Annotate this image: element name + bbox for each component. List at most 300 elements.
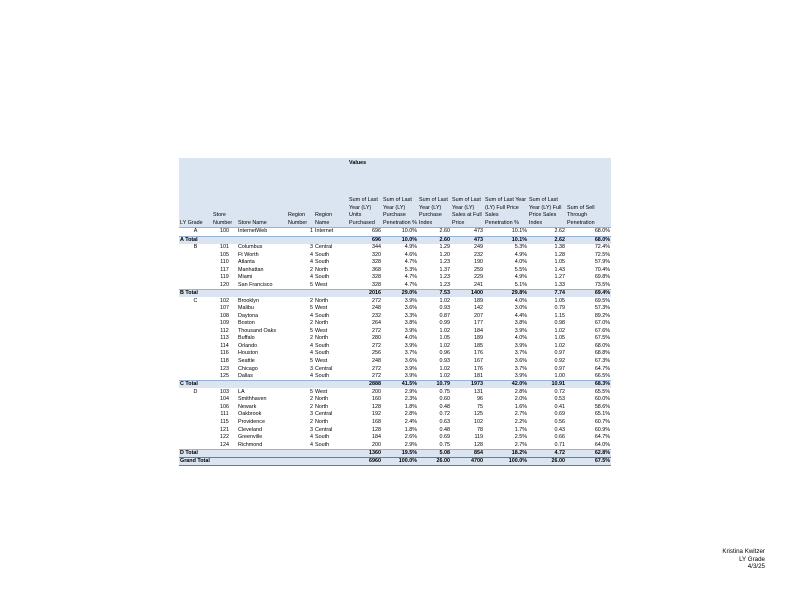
purchase-index-cell: 0.60 xyxy=(439,396,451,403)
store-name-cell: InternetWeb xyxy=(238,228,268,235)
sell-through-cell: 68.0% xyxy=(594,342,611,349)
full-price-penetration-cell: 4.0% xyxy=(514,297,528,304)
subtotal-purchase-index: 5.08 xyxy=(418,449,451,457)
units-purchased-cell: 272 xyxy=(372,327,382,334)
store-number-cell: 106 xyxy=(220,403,229,410)
sales-full-price-cell: 125 xyxy=(474,411,484,418)
table-row xyxy=(179,426,611,434)
sales-full-price-cell: 96 xyxy=(477,396,484,403)
store-number-cell: 117 xyxy=(220,266,229,273)
units-purchased-cell: 248 xyxy=(372,305,382,312)
store-number-cell: 118 xyxy=(220,357,229,364)
store-name-cell: Boston xyxy=(238,320,255,327)
purchase-index-cell: 0.93 xyxy=(439,357,451,364)
store-number-cell: 110 xyxy=(220,259,229,266)
table-row xyxy=(179,350,611,358)
subtotal-full-price-penetration: 18.2% xyxy=(484,449,528,457)
purchase-penetration-cell: 3.9% xyxy=(404,365,418,372)
purchase-penetration-cell: 4.6% xyxy=(404,251,418,258)
grade-cell[interactable]: A xyxy=(193,228,198,235)
sales-full-price-cell: 190 xyxy=(474,259,484,266)
region-name-cell: North xyxy=(315,266,329,273)
units-purchased-cell: 272 xyxy=(372,342,382,349)
purchase-penetration-cell: 2.9% xyxy=(404,441,418,448)
region-name-cell: West xyxy=(315,388,328,395)
full-price-penetration-cell: 4.9% xyxy=(514,251,528,258)
region-number-cell: 2 xyxy=(310,266,313,273)
sales-full-price-cell: 128 xyxy=(474,441,484,448)
sales-full-price-cell: 229 xyxy=(474,274,484,281)
store-name-cell: Chicago xyxy=(238,365,258,372)
full-price-index-cell: 1.28 xyxy=(554,251,566,258)
purchase-penetration-cell: 4.9% xyxy=(404,244,418,251)
purchase-index-cell: 0.87 xyxy=(439,312,451,319)
sell-through-cell: 68.8% xyxy=(594,350,611,357)
purchase-penetration-cell: 3.8% xyxy=(404,320,418,327)
region-number-cell: 3 xyxy=(310,426,313,433)
subtotal-row xyxy=(179,236,611,244)
full-price-penetration-cell: 4.0% xyxy=(514,335,528,342)
store-name-cell: Dallas xyxy=(238,373,253,380)
grade-cell-empty xyxy=(179,305,212,313)
sales-full-price-cell: 473 xyxy=(474,228,484,235)
col-header-units-purchased: Sum of Last Year (LY) Units Purchased xyxy=(348,167,382,228)
col-header-store-name[interactable]: Store Name xyxy=(237,167,287,228)
units-purchased-cell: 272 xyxy=(372,297,382,304)
full-price-penetration-cell: 3.9% xyxy=(514,342,528,349)
col-header-purchase-penetration: Sum of Last Year (LY) Purchase Penetration % xyxy=(382,167,418,228)
table-row xyxy=(179,281,611,289)
purchase-penetration-cell: 3.6% xyxy=(404,357,418,364)
grade-cell-empty xyxy=(179,350,212,358)
full-price-penetration-cell: 1.6% xyxy=(514,403,528,410)
full-price-penetration-cell: 3.7% xyxy=(514,350,528,357)
region-number-cell: 4 xyxy=(310,373,313,380)
region-number-cell: 3 xyxy=(310,365,313,372)
col-header-purchase-index: Sum of Last Year (LY) Purchase Index xyxy=(418,167,451,228)
store-number-cell: 124 xyxy=(220,441,229,448)
units-purchased-cell: 272 xyxy=(372,373,382,380)
grade-cell-empty xyxy=(179,274,212,282)
sell-through-cell: 72.4% xyxy=(594,244,611,251)
units-purchased-cell: 280 xyxy=(372,335,382,342)
store-name-cell: Greenville xyxy=(238,434,263,441)
col-header-ly-grade[interactable]: LY Grade xyxy=(179,167,212,228)
purchase-index-cell: 1.02 xyxy=(439,373,451,380)
store-name-cell: Brooklyn xyxy=(238,297,259,304)
sales-full-price-cell: 75 xyxy=(477,403,484,410)
purchase-penetration-cell: 4.7% xyxy=(404,281,418,288)
region-name-cell: South xyxy=(315,441,330,448)
region-number-cell: 4 xyxy=(310,350,313,357)
full-price-penetration-cell: 4.0% xyxy=(514,259,528,266)
sales-full-price-cell: 189 xyxy=(474,297,484,304)
purchase-index-cell: 0.72 xyxy=(439,411,451,418)
region-name-cell: South xyxy=(315,342,330,349)
purchase-penetration-cell: 3.9% xyxy=(404,373,418,380)
region-number-cell: 2 xyxy=(310,335,313,342)
subtotal-row xyxy=(179,381,611,389)
sell-through-cell: 57.3% xyxy=(594,305,611,312)
store-number-cell: 120 xyxy=(220,281,229,288)
subtotal-sales-full-price: 854 xyxy=(451,449,484,457)
sell-through-cell: 68.0% xyxy=(594,228,611,235)
store-name-cell: LA xyxy=(238,388,245,395)
store-name-cell: Malibu xyxy=(238,305,254,312)
sell-through-cell: 58.6% xyxy=(594,403,611,410)
grade-cell-empty xyxy=(179,320,212,328)
grade-cell-empty xyxy=(179,266,212,274)
sell-through-cell: 57.9% xyxy=(594,259,611,266)
store-number-cell: 100 xyxy=(220,228,229,235)
table-row xyxy=(179,266,611,274)
subtotal-label[interactable]: B Total xyxy=(179,290,348,298)
full-price-index-cell: 1.15 xyxy=(554,312,566,319)
purchase-index-cell: 1.02 xyxy=(439,342,451,349)
subtotal-sell-through: 62.8% xyxy=(566,449,611,457)
store-number-cell: 122 xyxy=(220,434,229,441)
grade-cell-empty xyxy=(179,327,212,335)
grade-cell-empty xyxy=(179,426,212,434)
full-price-index-cell: 1.27 xyxy=(554,274,566,281)
store-number-cell: 111 xyxy=(220,411,229,418)
region-name-cell: West xyxy=(315,327,328,334)
store-number-cell: 108 xyxy=(220,312,229,319)
region-number-cell: 2 xyxy=(310,396,313,403)
region-name-cell: West xyxy=(315,281,328,288)
table-row xyxy=(179,343,611,351)
table-row xyxy=(179,441,611,449)
full-price-index-cell: 1.43 xyxy=(554,266,566,273)
store-name-cell: Atlanta xyxy=(238,259,255,266)
table-row xyxy=(179,244,611,252)
full-price-index-cell: 0.53 xyxy=(554,396,566,403)
table-row xyxy=(179,259,611,267)
store-name-cell: Ft Worth xyxy=(238,251,259,258)
grand-total-purchase-penetration: 100.0% xyxy=(382,458,418,466)
subtotal-label[interactable]: C Total xyxy=(179,381,348,389)
grade-cell-empty xyxy=(179,365,212,373)
purchase-penetration-cell: 2.8% xyxy=(404,411,418,418)
subtotal-purchase-penetration: 10.0% xyxy=(382,236,418,244)
units-purchased-cell: 232 xyxy=(372,312,382,319)
subtotal-units-purchased: 1360 xyxy=(348,449,382,457)
sell-through-cell: 66.5% xyxy=(594,373,611,380)
grade-cell-empty xyxy=(179,259,212,267)
subtotal-purchase-penetration: 19.5% xyxy=(382,449,418,457)
store-name-cell: Daytona xyxy=(238,312,259,319)
sales-full-price-cell: 131 xyxy=(474,388,484,395)
store-name-cell: Oakbrook xyxy=(238,411,262,418)
full-price-index-cell: 1.00 xyxy=(554,373,566,380)
purchase-index-cell: 1.20 xyxy=(439,251,451,258)
sales-full-price-cell: 189 xyxy=(474,335,484,342)
units-purchased-cell: 184 xyxy=(372,434,382,441)
store-number-cell: 113 xyxy=(220,335,229,342)
col-header-region-number[interactable]: Region Number xyxy=(287,167,314,228)
region-name-cell: Internet xyxy=(315,228,334,235)
grade-cell-empty xyxy=(179,411,212,419)
grade-cell[interactable]: D xyxy=(193,388,198,395)
store-number-cell: 107 xyxy=(220,305,229,312)
grade-cell-empty xyxy=(179,343,212,351)
sales-full-price-cell: 119 xyxy=(474,434,484,441)
sell-through-cell: 64.7% xyxy=(594,434,611,441)
units-purchased-cell: 328 xyxy=(372,274,382,281)
sell-through-cell: 72.5% xyxy=(594,251,611,258)
col-header-store-number[interactable]: Store Number xyxy=(212,167,237,228)
subtotal-full-price-penetration: 29.8% xyxy=(484,290,528,298)
page-footer xyxy=(722,548,765,571)
pivot-table xyxy=(179,158,611,466)
full-price-index-cell: 0.97 xyxy=(554,365,566,372)
region-number-cell: 4 xyxy=(310,274,313,281)
col-header-region-name[interactable]: Region Name xyxy=(314,167,348,228)
sales-full-price-cell: 207 xyxy=(474,312,484,319)
region-number-cell: 5 xyxy=(310,305,313,312)
region-name-cell: West xyxy=(315,357,328,364)
sell-through-cell: 64.7% xyxy=(594,365,611,372)
full-price-index-cell: 0.41 xyxy=(554,403,566,410)
region-number-cell: 2 xyxy=(310,297,313,304)
table-row xyxy=(179,396,611,404)
purchase-index-cell: 1.29 xyxy=(439,244,451,251)
subtotal-full-price-index: 7.74 xyxy=(528,290,566,298)
region-number-cell: 3 xyxy=(310,244,313,251)
table-row xyxy=(179,419,611,427)
store-number-cell: 101 xyxy=(220,244,229,251)
table-row xyxy=(179,373,611,381)
full-price-index-cell: 0.92 xyxy=(554,357,566,364)
footer-title: LY Grade xyxy=(739,555,765,563)
full-price-index-cell: 0.72 xyxy=(554,388,566,395)
full-price-penetration-cell: 5.5% xyxy=(514,266,528,273)
grand-total-full-price-penetration: 100.0% xyxy=(484,458,528,466)
store-number-cell: 116 xyxy=(220,350,229,357)
region-number-cell: 2 xyxy=(310,403,313,410)
purchase-index-cell: 0.75 xyxy=(439,388,451,395)
subtotal-sell-through: 69.4% xyxy=(566,290,611,298)
purchase-penetration-cell: 3.9% xyxy=(404,342,418,349)
sales-full-price-cell: 177 xyxy=(474,320,484,327)
region-name-cell: North xyxy=(315,396,329,403)
grade-cell-empty xyxy=(179,312,212,320)
purchase-index-cell: 0.48 xyxy=(439,403,451,410)
subtotal-sales-full-price: 1973 xyxy=(451,381,484,389)
region-number-cell: 4 xyxy=(310,342,313,349)
sell-through-cell: 67.0% xyxy=(594,320,611,327)
sell-through-cell: 70.4% xyxy=(594,266,611,273)
units-purchased-cell: 264 xyxy=(372,320,382,327)
purchase-penetration-cell: 1.8% xyxy=(404,426,418,433)
sell-through-cell: 67.3% xyxy=(594,357,611,364)
values-label: Values xyxy=(348,158,611,167)
region-name-cell: North xyxy=(315,335,329,342)
footer-author: Kristina Kwitzer xyxy=(722,548,765,555)
full-price-penetration-cell: 1.7% xyxy=(514,426,528,433)
purchase-index-cell: 0.48 xyxy=(439,426,451,433)
region-name-cell: South xyxy=(315,373,330,380)
region-number-cell: 5 xyxy=(310,327,313,334)
store-number-cell: 102 xyxy=(220,297,229,304)
subtotal-purchase-penetration: 41.5% xyxy=(382,381,418,389)
full-price-penetration-cell: 3.6% xyxy=(514,357,528,364)
grand-total-full-price-index: 26.00 xyxy=(528,458,566,466)
subtotal-row xyxy=(179,449,611,457)
sales-full-price-cell: 185 xyxy=(474,342,484,349)
grade-cell-empty xyxy=(179,419,212,427)
table-row xyxy=(179,274,611,282)
full-price-penetration-cell: 2.5% xyxy=(514,434,528,441)
purchase-index-cell: 0.75 xyxy=(439,441,451,448)
subtotal-sales-full-price: 1400 xyxy=(451,290,484,298)
subtotal-units-purchased: 2888 xyxy=(348,381,382,389)
sell-through-cell: 64.0% xyxy=(594,441,611,448)
store-name-cell: Smithhaven xyxy=(238,396,267,403)
column-header-row xyxy=(179,167,611,228)
region-name-cell: North xyxy=(315,418,329,425)
full-price-index-cell: 0.56 xyxy=(554,418,566,425)
region-number-cell: 5 xyxy=(310,388,313,395)
purchase-penetration-cell: 2.6% xyxy=(404,434,418,441)
sell-through-cell: 73.5% xyxy=(594,281,611,288)
grade-cell[interactable]: C xyxy=(193,297,198,304)
grade-cell-empty xyxy=(179,358,212,366)
subtotal-sales-full-price: 473 xyxy=(451,236,484,244)
region-name-cell: South xyxy=(315,434,330,441)
grand-total-purchase-index: 26.00 xyxy=(418,458,451,466)
units-purchased-cell: 168 xyxy=(372,418,382,425)
store-name-cell: Providence xyxy=(238,418,265,425)
full-price-index-cell: 2.62 xyxy=(554,228,566,235)
full-price-penetration-cell: 10.1% xyxy=(511,228,528,235)
purchase-penetration-cell: 3.9% xyxy=(404,327,418,334)
table-row xyxy=(179,358,611,366)
grand-total-label: Grand Total xyxy=(179,458,348,466)
grade-cell-empty xyxy=(179,396,212,404)
sell-through-cell: 67.5% xyxy=(594,335,611,342)
table-row xyxy=(179,335,611,343)
subtotal-units-purchased: 2016 xyxy=(348,290,382,298)
table-row xyxy=(179,320,611,328)
subtotal-units-purchased: 696 xyxy=(348,236,382,244)
purchase-penetration-cell: 5.3% xyxy=(404,266,418,273)
purchase-penetration-cell: 3.9% xyxy=(404,297,418,304)
region-name-cell: South xyxy=(315,251,330,258)
sales-full-price-cell: 176 xyxy=(474,350,484,357)
pivot-report xyxy=(179,158,611,466)
purchase-index-cell: 0.63 xyxy=(439,418,451,425)
table-body xyxy=(179,228,611,466)
full-price-penetration-cell: 3.7% xyxy=(514,365,528,372)
sell-through-cell: 67.6% xyxy=(594,327,611,334)
store-number-cell: 114 xyxy=(220,342,229,349)
grade-cell-empty xyxy=(179,434,212,442)
full-price-index-cell: 1.05 xyxy=(554,259,566,266)
grade-cell[interactable]: B xyxy=(193,244,198,251)
sell-through-cell: 69.8% xyxy=(594,274,611,281)
purchase-index-cell: 1.23 xyxy=(439,281,451,288)
full-price-index-cell: 1.33 xyxy=(554,281,566,288)
store-name-cell: Richmond xyxy=(238,441,263,448)
units-purchased-cell: 272 xyxy=(372,365,382,372)
units-purchased-cell: 344 xyxy=(372,244,382,251)
units-purchased-cell: 200 xyxy=(372,388,382,395)
full-price-index-cell: 1.05 xyxy=(554,297,566,304)
col-header-sell-through: Sum of Sell Through Penetration xyxy=(566,167,611,228)
store-number-cell: 105 xyxy=(220,251,229,258)
region-number-cell: 3 xyxy=(310,411,313,418)
sales-full-price-cell: 167 xyxy=(474,357,484,364)
purchase-penetration-cell: 1.8% xyxy=(404,403,418,410)
purchase-penetration-cell: 2.9% xyxy=(404,388,418,395)
store-name-cell: Orlando xyxy=(238,342,258,349)
units-purchased-cell: 328 xyxy=(372,259,382,266)
table-row xyxy=(179,312,611,320)
sell-through-cell: 65.5% xyxy=(594,388,611,395)
grade-cell-empty xyxy=(179,373,212,381)
region-number-cell: 4 xyxy=(310,259,313,266)
region-name-cell: Central xyxy=(315,411,333,418)
units-purchased-cell: 256 xyxy=(372,350,382,357)
units-purchased-cell: 320 xyxy=(372,251,382,258)
col-header-full-price-penetration: Sum of Last Year (LY) Full Price Sales Penetration % xyxy=(484,167,528,228)
sell-through-cell: 65.1% xyxy=(594,411,611,418)
store-name-cell: Miami xyxy=(238,274,253,281)
footer-date: 4/3/25 xyxy=(747,563,765,571)
subtotal-label[interactable]: A Total xyxy=(179,236,348,244)
purchase-penetration-cell: 4.0% xyxy=(404,335,418,342)
sales-full-price-cell: 232 xyxy=(474,251,484,258)
grade-cell-empty xyxy=(179,281,212,289)
region-number-cell: 2 xyxy=(310,418,313,425)
subtotal-full-price-index: 4.72 xyxy=(528,449,566,457)
region-number-cell: 4 xyxy=(310,312,313,319)
region-name-cell: South xyxy=(315,312,330,319)
subtotal-full-price-index: 10.91 xyxy=(528,381,566,389)
full-price-index-cell: 0.66 xyxy=(554,434,566,441)
grade-cell-empty xyxy=(179,441,212,449)
purchase-index-cell: 1.37 xyxy=(439,266,451,273)
full-price-penetration-cell: 2.8% xyxy=(514,388,528,395)
units-purchased-cell: 200 xyxy=(372,441,382,448)
sell-through-cell: 60.0% xyxy=(594,396,611,403)
store-number-cell: 119 xyxy=(220,274,229,281)
full-price-penetration-cell: 4.4% xyxy=(514,312,528,319)
purchase-penetration-cell: 3.6% xyxy=(404,305,418,312)
table-row xyxy=(179,365,611,373)
subtotal-label[interactable]: D Total xyxy=(179,449,348,457)
full-price-penetration-cell: 5.3% xyxy=(514,244,528,251)
purchase-index-cell: 0.96 xyxy=(439,350,451,357)
full-price-index-cell: 1.02 xyxy=(554,327,566,334)
units-purchased-cell: 248 xyxy=(372,357,382,364)
purchase-index-cell: 1.02 xyxy=(439,365,451,372)
full-price-index-cell: 0.97 xyxy=(554,350,566,357)
subtotal-full-price-penetration: 10.1% xyxy=(484,236,528,244)
region-number-cell: 4 xyxy=(310,434,313,441)
subtotal-sell-through: 68.3% xyxy=(566,381,611,389)
table-row xyxy=(179,327,611,335)
grand-total-row xyxy=(179,458,611,466)
grand-total-sales-full-price: 4700 xyxy=(451,458,484,466)
table-row xyxy=(179,411,611,419)
table-row xyxy=(179,404,611,412)
table-row xyxy=(179,388,611,396)
subtotal-full-price-index: 2.62 xyxy=(528,236,566,244)
full-price-index-cell: 0.98 xyxy=(554,320,566,327)
values-header-row xyxy=(179,158,611,167)
